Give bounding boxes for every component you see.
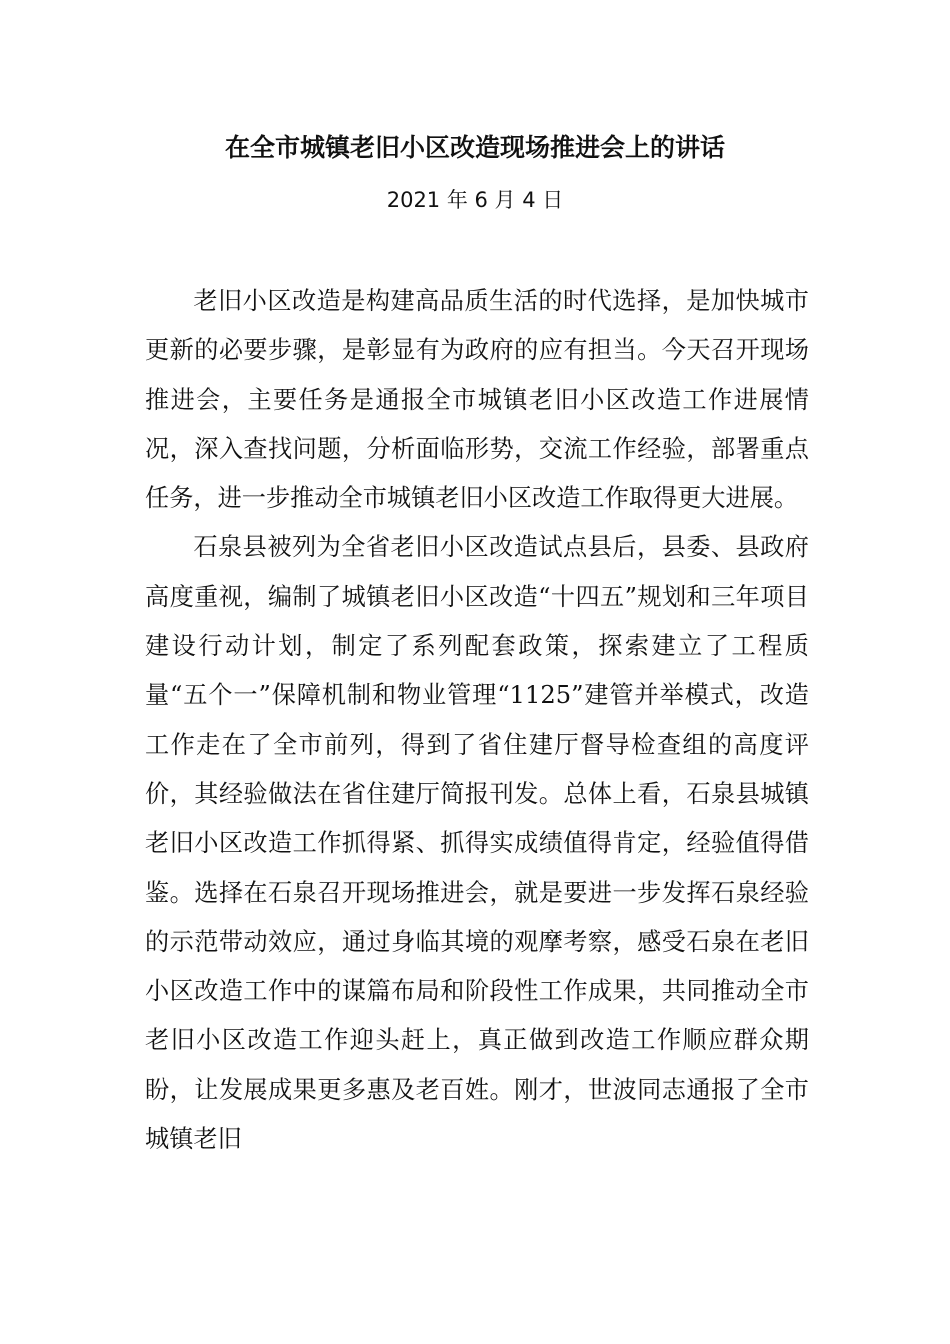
document-title: 在全市城镇老旧小区改造现场推进会上的讲话	[224, 133, 725, 162]
paragraph-2: 石泉县被列为全省老旧小区改造试点县后，县委、县政府高度重视，编制了城镇老旧小区改造“十四五”规划和三年项目建设行动计划，制定了系列配套政策，探索建立了工程质量“五个一”保障机制和物业管理“1125”建管并举模式，改造工作走在了全市前列，得到了省住建厅督导检查组的高度评价，其经验做法在省住建厅简报刊发。总体上看，石泉县城镇老旧小区改造工作抓得紧、抓得实成绩值得肯定，经验值得借鉴。选择在石泉召开现场推进会，就是要进一步发挥石泉经验的示范带动效应，通过身临其境的观摩考察，感受石泉在老旧小区改造工作中的谋篇布局和阶段性工作成果，共同推动全市老旧小区改造工作迎头赶上，真正做到改造工作顺应群众期盼，让发展成果更多惠及老百姓。刚才，世波同志通报了全市城镇老旧	[145, 533, 809, 1154]
document-date: 2021 年 6 月 4 日	[386, 188, 564, 212]
document-body	[145, 277, 809, 1164]
paragraph-1: 老旧小区改造是构建高品质生活的时代选择，是加快城市更新的必要步骤，是彰显有为政府的应有担当。今天召开现场推进会，主要任务是通报全市城镇老旧小区改造工作进展情况，深入查找问题，分析面临形势，交流工作经验，部署重点任务，进一步推动全市城镇老旧小区改造工作取得更大进展。	[145, 287, 809, 513]
